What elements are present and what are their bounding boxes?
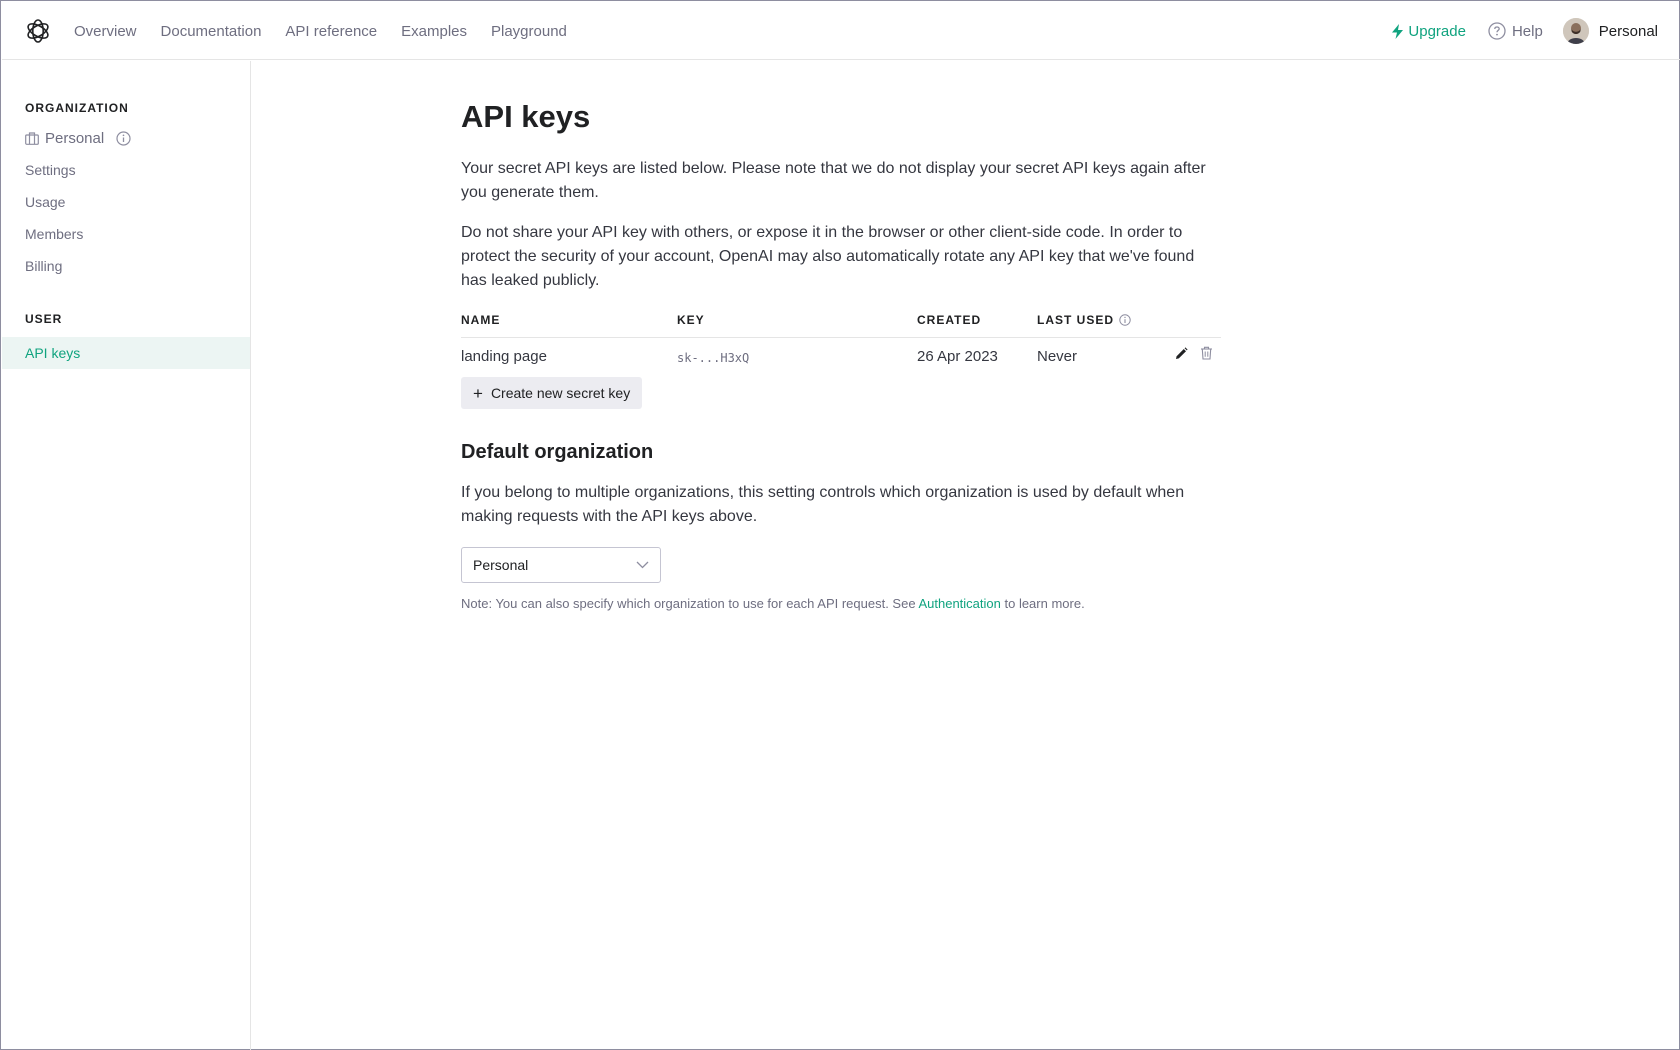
intro-paragraph-1: Your secret API keys are listed below. Please note that we do not display your secret API keys again after you generate them. <box>461 160 1206 201</box>
sidebar-item-api-keys[interactable]: API keys <box>2 337 250 369</box>
account-menu[interactable] <box>1563 18 1658 44</box>
nav-right <box>1392 2 1658 60</box>
key-created-cell: 26 Apr 2023 <box>917 348 998 365</box>
avatar <box>1563 18 1589 44</box>
nav-examples[interactable]: Examples <box>401 22 467 40</box>
row-actions <box>1175 346 1213 360</box>
sidebar-item-usage[interactable]: Usage <box>25 194 66 210</box>
column-header-last-used <box>1037 313 1131 327</box>
sidebar-item-settings[interactable]: Settings <box>25 162 76 178</box>
org-name: Personal <box>45 130 105 147</box>
create-secret-key-label: Create new secret key <box>490 385 631 401</box>
help-circle-icon <box>1488 22 1506 40</box>
help-link[interactable] <box>1488 22 1543 40</box>
edit-key-button[interactable] <box>1175 347 1188 360</box>
column-header-name: NAME <box>461 313 501 327</box>
sidebar <box>2 61 251 1050</box>
account-name: Personal <box>1598 22 1658 40</box>
page-title: API keys <box>461 99 591 134</box>
nav-playground[interactable]: Playground <box>491 22 567 40</box>
help-label: Help <box>1511 22 1543 40</box>
briefcase-icon <box>25 132 39 145</box>
info-icon[interactable] <box>1119 314 1131 326</box>
plus-icon: + <box>473 383 483 403</box>
authentication-link[interactable]: Authentication <box>918 596 1001 611</box>
edit-pencil-icon <box>1175 347 1188 360</box>
column-header-created: CREATED <box>917 313 982 327</box>
key-value-cell: sk-...H3xQ <box>677 351 750 365</box>
nav-overview[interactable]: Overview <box>74 22 137 40</box>
trash-icon <box>1200 346 1213 360</box>
note-prefix: Note: You can also specify which organization to use for each API request. See <box>461 596 919 611</box>
intro-paragraph-2: Do not share your API key with others, or expose it in the browser or other client-side code. In order to protect the security of your account, OpenAI may also automatically rotate any API key that we've found has leaked publicly. <box>461 224 1195 289</box>
openai-logo-icon[interactable] <box>25 18 51 44</box>
column-header-key: KEY <box>677 313 705 327</box>
delete-key-button[interactable] <box>1200 346 1213 360</box>
info-icon[interactable] <box>116 131 131 146</box>
user-heading: USER <box>25 312 63 326</box>
default-organization-select[interactable] <box>461 547 661 583</box>
key-last-used-cell: Never <box>1037 348 1078 365</box>
chevron-down-icon <box>636 561 649 569</box>
upgrade-label: Upgrade <box>1408 22 1466 40</box>
default-organization-description: If you belong to multiple organizations, this setting controls which organization is used by default when making requests with the API keys above. <box>461 484 1185 525</box>
default-organization-title: Default organization <box>461 441 654 463</box>
sidebar-item-members[interactable]: Members <box>25 226 84 242</box>
column-header-last-used-label: LAST USED <box>1037 313 1115 327</box>
org-switcher[interactable] <box>25 130 131 147</box>
lightning-icon <box>1392 24 1403 39</box>
nav-api-reference[interactable]: API reference <box>285 22 378 40</box>
nav-documentation[interactable]: Documentation <box>160 22 262 40</box>
top-nav <box>2 2 1680 60</box>
organization-note <box>461 596 1085 611</box>
create-secret-key-button[interactable] <box>461 377 642 409</box>
default-organization-value: Personal <box>473 557 529 573</box>
sidebar-item-billing[interactable]: Billing <box>25 258 63 274</box>
key-name-cell: landing page <box>461 348 547 365</box>
upgrade-link[interactable] <box>1392 23 1466 40</box>
table-header-divider <box>461 337 1221 338</box>
primary-nav <box>74 2 591 60</box>
note-suffix: to learn more. <box>1000 596 1085 611</box>
organization-heading: ORGANIZATION <box>25 101 129 115</box>
